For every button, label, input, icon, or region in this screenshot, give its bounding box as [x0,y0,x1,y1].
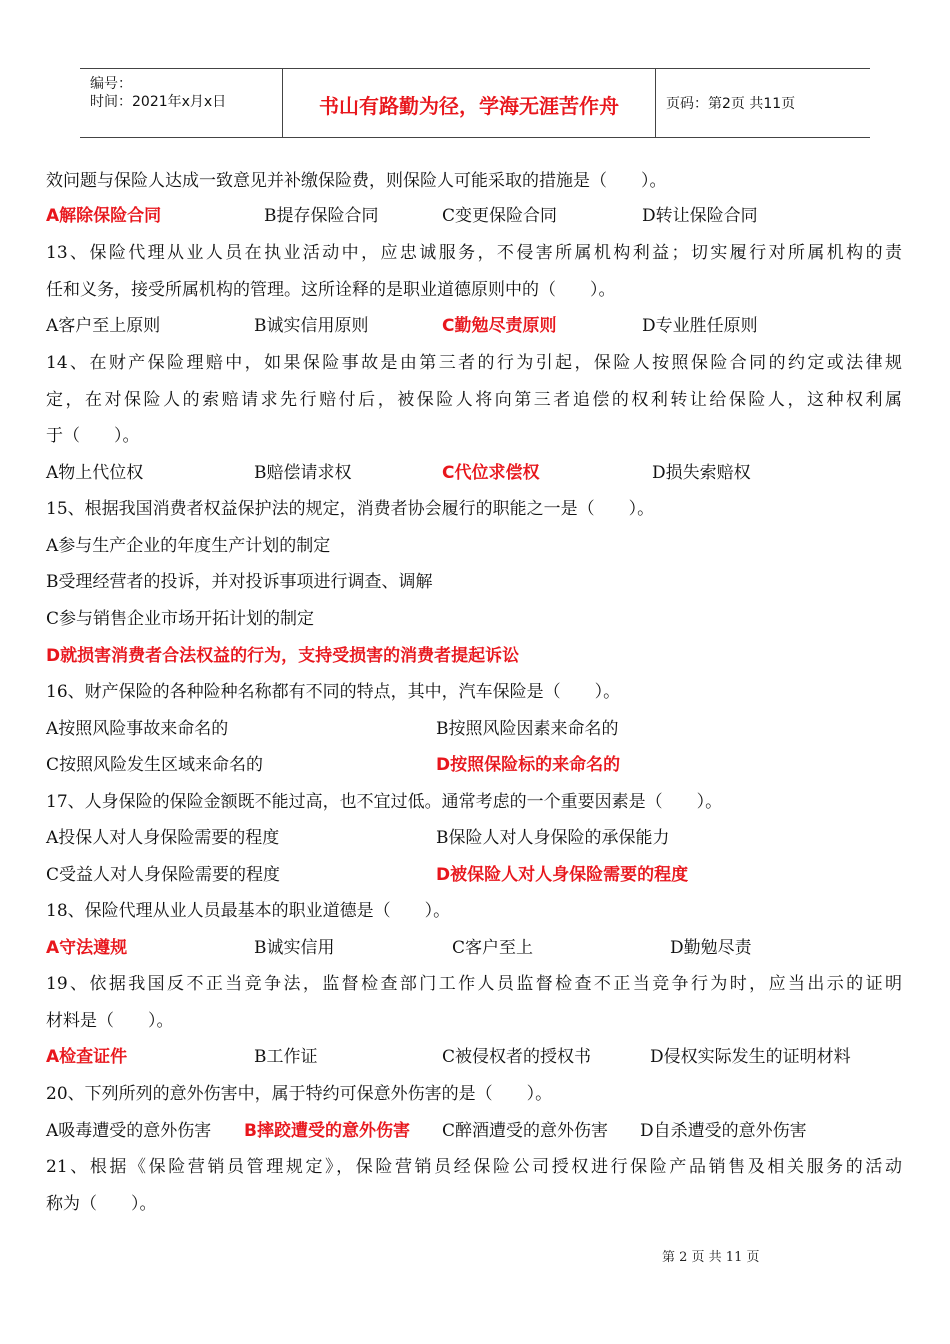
q15-option-a: A参与生产企业的年度生产计划的制定 [46,536,331,556]
q12-option-c: C变更保险合同 [442,206,558,226]
page-footer: 第 2 页 共 11 页 [662,1250,760,1265]
q18-option-c: C客户至上 [452,938,534,958]
q20-option-a: A吸毒遭受的意外伤害 [46,1121,212,1141]
q14-option-b: B赔偿请求权 [254,463,352,483]
q17-option-c: C受益人对人身保险需要的程度 [46,865,281,885]
question-21-line-1: 21、根据《保险营销员管理规定》，保险营销员经保险公司授权进行保险产品销售及相关服务的活动 [46,1157,902,1177]
q17-option-d: D被保险人对人身保险需要的程度 [436,865,689,885]
q12-option-a: A解除保险合同 [46,206,162,226]
q12-option-d: D转让保险合同 [642,206,758,226]
question-13-line-1: 13、保险代理从业人员在执业活动中，应忠诚服务，不侵害所属机构利益；切实履行对所属机构的责 [46,243,902,263]
question-18-stem: 18、保险代理从业人员最基本的职业道德是（ ）。 [46,901,451,921]
q14-option-d: D损失索赔权 [652,463,751,483]
doc-date-label: 时间：2021年x月x日 [90,94,227,110]
header-page-cell [656,69,870,137]
question-15-stem: 15、根据我国消费者权益保护法的规定，消费者协会履行的职能之一是（ ）。 [46,499,655,519]
q14-option-c: C代位求偿权 [442,463,540,483]
question-21-line-2: 称为（ ）。 [46,1194,157,1214]
q20-option-c: C醉酒遭受的意外伤害 [442,1121,609,1141]
q19-option-c: C被侵权者的授权书 [442,1047,592,1067]
q12-option-b: B提存保险合同 [264,206,379,226]
question-20-stem: 20、下列所列的意外伤害中，属于特约可保意外伤害的是（ ）。 [46,1084,553,1104]
question-19-line-1: 19、依据我国反不正当竞争法，监督检查部门工作人员监督检查不正当竞争行为时，应当出示的证明 [46,974,902,994]
q13-option-c: C勤勉尽责原则 [442,316,557,336]
q14-option-a: A物上代位权 [46,463,144,483]
question-17-stem: 17、人身保险的保险金额既不能过高，也不宜过低。通常考虑的一个重要因素是（ ）。 [46,792,723,812]
q17-option-b: B保险人对人身保险的承保能力 [436,828,670,848]
header-meta-cell [80,69,282,137]
header-motto: 书山有路勤为径，学海无涯苦作舟 [319,94,619,118]
q15-option-c: C参与销售企业市场开拓计划的制定 [46,609,315,629]
header-motto-cell [282,69,656,137]
q19-option-d: D侵权实际发生的证明材料 [650,1047,851,1067]
q16-option-c: C按照风险发生区域来命名的 [46,755,264,775]
header-page-info: 页码：第2页 共11页 [666,96,796,112]
q17-option-a: A投保人对人身保险需要的程度 [46,828,280,848]
q18-option-a: A守法遵规 [46,938,128,958]
q13-option-d: D专业胜任原则 [642,316,758,336]
q13-option-a: A客户至上原则 [46,316,161,336]
question-14-line-2: 定，在对保险人的索赔请求先行赔付后，被保险人将向第三者追偿的权利转让给保险人，这种权利属 [46,390,902,410]
q16-option-d: D按照保险标的来命名的 [436,755,621,775]
question-19-line-2: 材料是（ ）。 [46,1011,174,1031]
question-13-line-2: 任和义务，接受所属机构的管理。这所诠释的是职业道德原则中的（ ）。 [46,280,616,300]
q20-option-b: B摔跤遭受的意外伤害 [244,1121,410,1141]
question-14-line-3: 于（ ）。 [46,426,140,446]
q13-option-b: B诚实信用原则 [254,316,369,336]
q16-option-a: A按照风险事故来命名的 [46,719,229,739]
q19-option-b: B工作证 [254,1047,318,1067]
q18-option-d: D勤勉尽责 [670,938,752,958]
question-16-stem: 16、财产保险的各种险种名称都有不同的特点，其中，汽车保险是（ ）。 [46,682,621,702]
q16-option-b: B按照风险因素来命名的 [436,719,619,739]
question-14-line-1: 14、在财产保险理赔中，如果保险事故是由第三者的行为引起，保险人按照保险合同的约定或法律规 [46,353,902,373]
doc-number-label: 编号： [90,76,132,92]
q15-option-b: B受理经营者的投诉，并对投诉事项进行调查、调解 [46,572,433,592]
question-12-stem-end: 效问题与保险人达成一致意见并补缴保险费，则保险人可能采取的措施是（ ）。 [46,171,667,191]
q18-option-b: B诚实信用 [254,938,335,958]
q20-option-d: D自杀遭受的意外伤害 [640,1121,807,1141]
q15-option-d: D就损害消费者合法权益的行为，支持受损害的消费者提起诉讼 [46,646,520,666]
page-header [80,68,870,138]
q19-option-a: A检查证件 [46,1047,128,1067]
